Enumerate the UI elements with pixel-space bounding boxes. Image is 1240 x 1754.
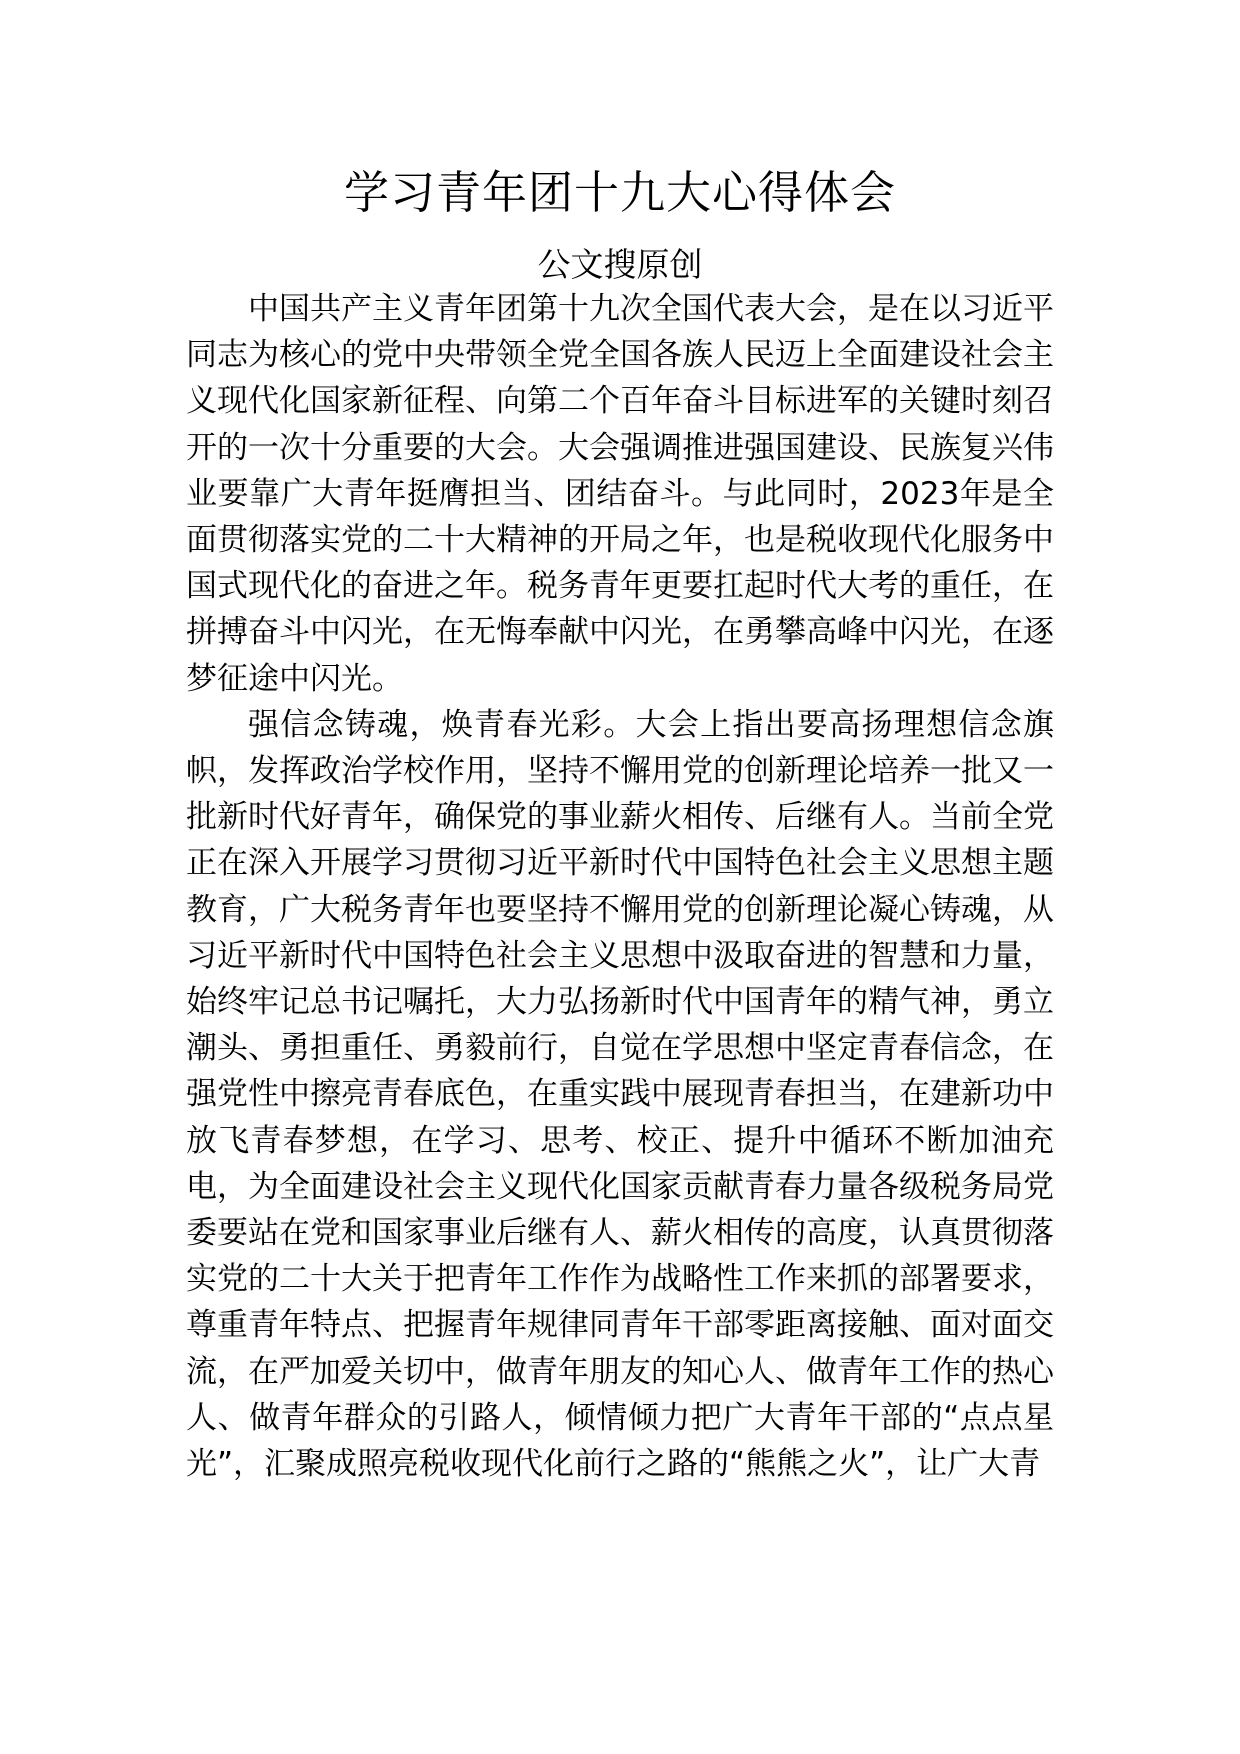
document-title: 学习青年团十九大心得体会 [343,166,896,219]
document-body [186,286,1054,1487]
paragraph: 中国共产主义青年团第十九次全国代表大会，是在以习近平同志为核心的党中央带领全党全国各族人民迈上全面建设社会主义现代化国家新征程、向第二个百年奋斗目标进军的关键时刻召开的一次十分重要的大会。大会强调推进强国建设、民族复兴伟业要靠广大青年挺膺担当、团结奋斗。与此同时，2023年是全面贯彻落实党的二十大精神的开局之年，也是税收现代化服务中国式现代化的奋进之年。税务青年更要扛起时代大考的重任，在拼搏奋斗中闪光，在无悔奉献中闪光，在勇攀高峰中闪光，在逐梦征途中闪光。 [186,291,1054,697]
paragraph: 强信念铸魂，焕青春光彩。大会上指出要高扬理想信念旗帜，发挥政治学校作用，坚持不懈用党的创新理论培养一批又一批新时代好青年，确保党的事业薪火相传、后继有人。当前全党正在深入开展学习贯彻习近平新时代中国特色社会主义思想主题教育，广大税务青年也要坚持不懈用党的创新理论凝心铸魂，从习近平新时代中国特色社会主义思想中汲取奋进的智慧和力量，始终牢记总书记嘱托，大力弘扬新时代中国青年的精气神，勇立潮头、勇担重任、勇毅前行，自觉在学思想中坚定青春信念，在强党性中擦亮青春底色，在重实践中展现青春担当，在建新功中放飞青春梦想，在学习、思考、校正、提升中循环不断加油充电，为全面建设社会主义现代化国家贡献青春力量各级税务局党委要站在党和国家事业后继有人、薪火相传的高度，认真贯彻落实党的二十大关于把青年工作作为战略性工作来抓的部署要求，尊重青年特点、把握青年规律同青年干部零距离接触、面对面交流，在严加爱关切中，做青年朋友的知心人、做青年工作的热心人、做青年群众的引路人，倾情倾力把广大青年干部的“点点星光”，汇聚成照亮税收现代化前行之路的“熊熊之火”，让广大青 [186,706,1054,1483]
document-byline: 公文搜原创 [537,245,703,284]
